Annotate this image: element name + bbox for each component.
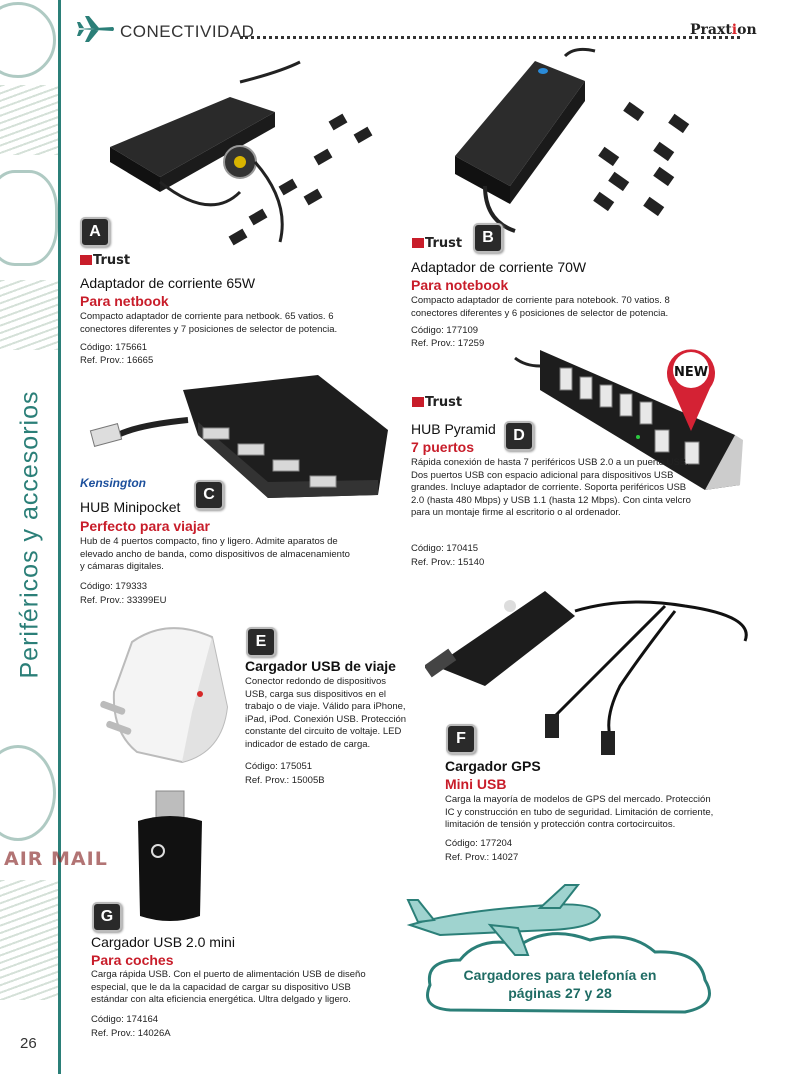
product-f-letter-badge: F: [446, 724, 476, 754]
product-c-letter-badge: C: [194, 480, 224, 510]
product-g-letter-badge: G: [92, 902, 122, 932]
product-b-image: [445, 46, 715, 236]
postmark-stamp: [0, 170, 58, 266]
product-b-title: Adaptador de corriente 70W: [411, 259, 587, 275]
product-d-code: Código: 170415: [411, 543, 479, 554]
product-g-title: Cargador USB 2.0 mini: [91, 934, 235, 950]
trust-logo: Trust: [412, 236, 462, 251]
new-badge-text: NEW: [673, 365, 709, 380]
product-b-subtitle: Para notebook: [411, 277, 509, 293]
airplane-icon: [400, 880, 610, 960]
postmark-stamp: [0, 745, 56, 841]
airplane-icon: [75, 14, 115, 44]
page-number: 26: [20, 1035, 37, 1052]
brand-logo: Praxtion: [690, 22, 757, 38]
postmark-wave: [0, 85, 58, 155]
product-c-ref: Ref. Prov.: 33399EU: [80, 595, 167, 606]
product-d-letter-badge: D: [504, 421, 534, 451]
product-e-description: Conector redondo de dispositivos USB, carga sus dispositivos en el trabajo o de viaje. Válido para iPhone, iPad, iPod. Conexión USB. Protección constante del circuito de voltaje. LED indicador de estado de carga.: [245, 676, 407, 750]
product-d-title: HUB Pyramid: [411, 421, 496, 437]
product-a-code: Código: 175661: [80, 342, 148, 353]
product-b-description: Compacto adaptador de corriente para notebook. 70 vatios. 8 conectores diferentes y 6 posiciones de selector de potencia.: [411, 295, 670, 319]
product-g-subtitle: Para coches: [91, 952, 174, 968]
product-a-title: Adaptador de corriente 65W: [80, 275, 256, 291]
postmark-wave: [0, 880, 58, 1000]
product-c-title: HUB Minipocket: [80, 499, 181, 515]
product-c-code: Código: 179333: [80, 581, 148, 592]
category-vertical-title: Periféricos y accesorios: [15, 390, 44, 679]
product-e-ref: Ref. Prov.: 15005B: [245, 775, 325, 786]
product-e-letter-badge: E: [246, 627, 276, 657]
header-dotted-rule: [240, 36, 740, 39]
product-a-subtitle: Para netbook: [80, 293, 169, 309]
product-e-code: Código: 175051: [245, 761, 313, 772]
product-c-subtitle: Perfecto para viajar: [80, 518, 210, 534]
product-a-letter-badge: A: [80, 217, 110, 247]
product-g-image: [130, 786, 210, 926]
product-d-subtitle: 7 puertos: [411, 439, 475, 455]
product-b-letter-badge: B: [473, 223, 503, 253]
air-mail-stamp-text: AIR MAIL: [4, 848, 108, 870]
product-a-description: Compacto adaptador de corriente para netbook. 65 vatios. 6 conectores diferentes y 7 posiciones de selector de potencia.: [80, 311, 338, 335]
section-title: CONECTIVIDAD: [120, 22, 255, 41]
kensington-logo: Kensington: [80, 476, 146, 490]
product-b-ref: Ref. Prov.: 17259: [411, 338, 485, 349]
product-g-code: Código: 174164: [91, 1014, 159, 1025]
trust-logo: Trust: [80, 253, 130, 268]
postmark-wave: [0, 280, 58, 350]
product-f-description: Carga la mayoría de modelos de GPS del mercado. Protección IC y construcción en tubo de seguridad. Limitación de corriente, limitación de tensión y protección contra cortocircuitos.: [445, 794, 714, 830]
product-f-code: Código: 177204: [445, 838, 513, 849]
cloud-callout-text: Cargadores para telefonía en páginas 27 y 28: [463, 967, 657, 1001]
product-g-description: Carga rápida USB. Con el puerto de alimentación USB de diseño especial, que le da la capacidad de cargar su dispositivo USB estándar con alta eficiencia energética. Ultra delgado y ligero.: [91, 969, 366, 1005]
product-g-ref: Ref. Prov.: 14026A: [91, 1028, 171, 1039]
product-d-description: Rápida conexión de hasta 7 periféricos USB 2.0 a un puerto USB. Dos puertos USB con espacio adicional para dispositivos USB grandes. Incluye adaptador de corriente. Soporta periféricos USB 2.0 (hasta 480 Mbps) y USB 1.1 (hasta 12 Mbps). Con cinta velcro para un montaje firme al escritorio o al ordenador.: [411, 457, 691, 518]
product-f-title: Cargador GPS: [445, 758, 541, 774]
product-d-ref: Ref. Prov.: 15140: [411, 557, 485, 568]
product-e-image: [92, 612, 242, 777]
product-f-subtitle: Mini USB: [445, 776, 507, 792]
new-badge-pin: [662, 343, 720, 433]
product-f-ref: Ref. Prov.: 14027: [445, 852, 519, 863]
postmark-stamp: [0, 2, 56, 78]
trust-logo: Trust: [412, 395, 462, 410]
product-a-ref: Ref. Prov.: 16665: [80, 355, 154, 366]
product-f-image: [425, 576, 770, 766]
product-e-title: Cargador USB de viaje: [245, 658, 396, 674]
product-a-image: [90, 52, 390, 257]
product-c-description: Hub de 4 puertos compacto, fino y ligero. Admite aparatos de elevado ancho de banda, como dispositivos de almacenamiento y cámaras digitales.: [80, 536, 350, 572]
product-b-code: Código: 177109: [411, 325, 479, 336]
